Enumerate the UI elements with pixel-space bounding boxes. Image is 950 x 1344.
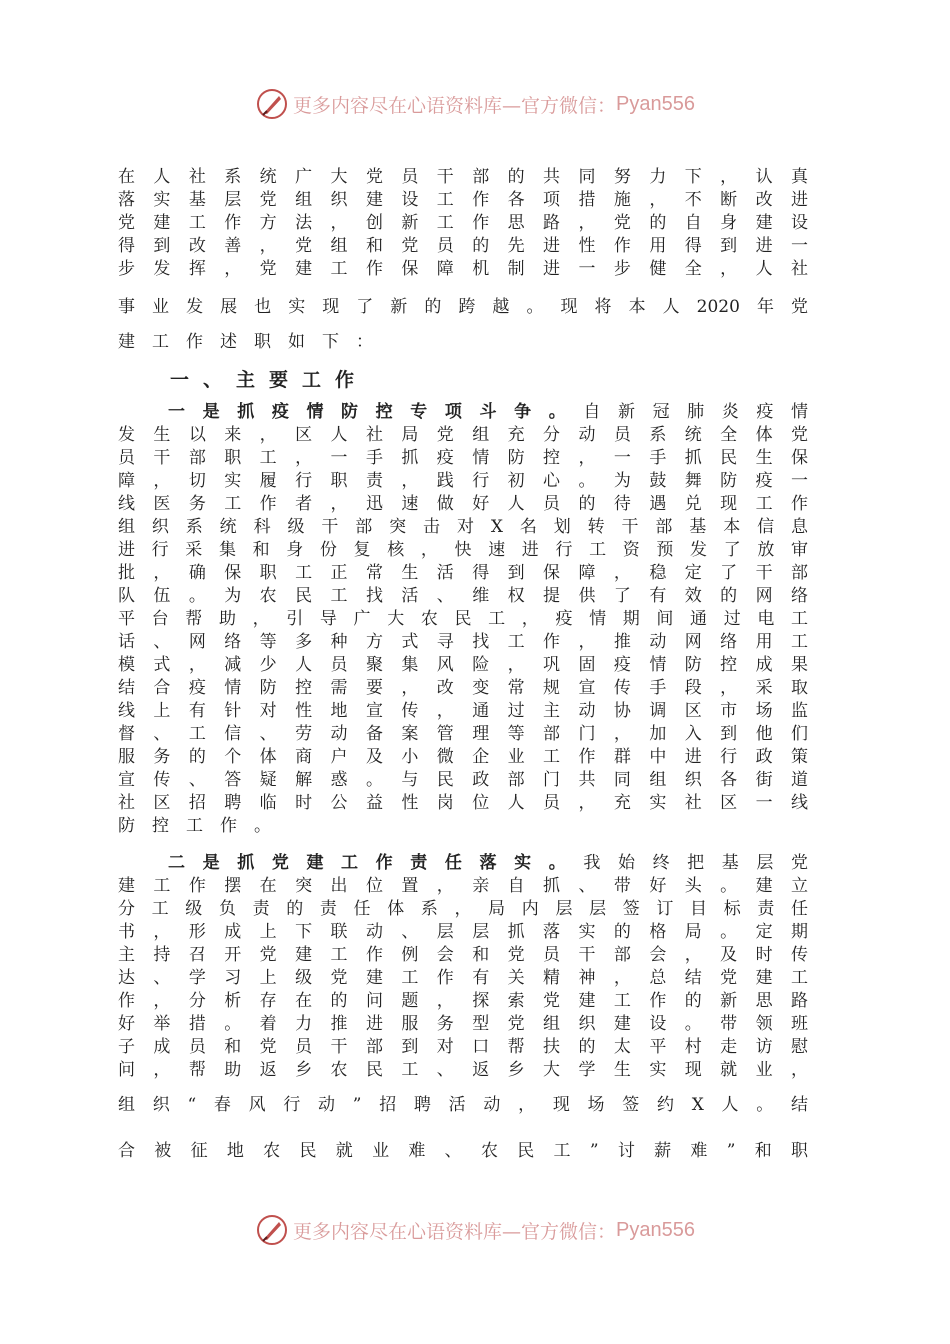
text-line: 在人社系统广大党员干部的共同努力下，认真 (118, 167, 808, 187)
text-line: 合被征地农民就业难、农民工”讨薪难”和职 (118, 1141, 808, 1161)
text-line: 子成员和党员干部到对口帮扶的太平村走访慰 (118, 1037, 808, 1057)
text-line: 结合疫情防控需要，改变常规宣传手段，采取 (118, 678, 808, 698)
paragraph-lead: 二是抓党建工作责任落实。 (168, 853, 584, 873)
text-line: 建工作述职如下： (118, 332, 390, 352)
quill-logo-icon (255, 87, 289, 121)
watermark-wechat-id: Pyan556 (616, 1218, 695, 1241)
paragraph-lead: 一是抓疫情防控专项斗争。 (168, 402, 584, 422)
text-line: 步发挥，党建工作保障机制进一步健全，人社 (118, 259, 808, 279)
text-line: 批，确保职工正常生活得到保障，稳定了干部 (118, 563, 808, 583)
text-line: 防控工作。 (118, 816, 288, 836)
text-line: 队伍。为农民工找活、维权提供了有效的网络 (118, 586, 808, 606)
watermark-wechat-id: Pyan556 (616, 92, 695, 115)
footer-watermark-banner (0, 1208, 950, 1252)
text-line: 落实基层党组织建设工作各项措施，不断改进 (118, 190, 808, 210)
header-watermark-banner (0, 82, 950, 126)
text-line: 好举措。着力推进服务型党组织建设。带领班 (118, 1014, 808, 1034)
text-line: 线上有针对性地宣传，通过主动协调区市场监 (118, 701, 808, 721)
text-line: 进行采集和身份复核，快速进行工资预发了放审 (118, 540, 808, 560)
text-line: 党建工作方法，创新工作思路，党的自身建设 (118, 213, 808, 233)
text-line: 得到改善，党组和党员的先进性作用得到进一 (118, 236, 808, 256)
text-line: 问，帮助返乡农民工、返乡大学生实现就业， (118, 1060, 808, 1080)
text-line: 主持召开党建工作例会和党员干部会，及时传 (118, 945, 808, 965)
text-line: 社区招聘临时公益性岗位人员，充实社区一线 (118, 793, 808, 813)
text-line: 作，分析存在的问题，探索党建工作的新思路 (118, 991, 808, 1011)
text-line: 分工级负责的责任体系，局内层层签订目标责任 (118, 899, 808, 919)
text-line: 线医务工作者，迅速做好人员的待遇兑现工作 (118, 494, 808, 514)
watermark-text: 更多内容尽在心语资料库—官方微信： (293, 1220, 617, 1243)
watermark-text: 更多内容尽在心语资料库—官方微信： (293, 94, 617, 117)
paragraph-lead-line (168, 852, 808, 875)
text-line: 组织系统科级干部突击对X名划转干部基本信息 (118, 517, 808, 537)
text-line: 建工作摆在突出位置，亲自抓、带好头。建立 (118, 876, 808, 896)
paragraph-lead-line (168, 401, 808, 424)
text-line: 服务的个体商户及小微企业工作群中进行政策 (118, 747, 808, 767)
quill-logo-icon (255, 1213, 289, 1247)
text-line: 话、网络等多种方式寻找工作，推动网络用工 (118, 632, 808, 652)
text-line: 平台帮助，引导广大农民工，疫情期间通过电工 (118, 609, 808, 629)
text-line: 障，切实履行职责，践行初心。为鼓舞防疫一 (118, 471, 808, 491)
text-line: 督、工信、劳动备案管理等部门，加入到他们 (118, 724, 808, 744)
paragraph-lead-rest: 我始终把基层党 (583, 853, 808, 873)
text-line: 达、学习上级党建工作有关精神，总结党建工 (118, 968, 808, 988)
text-line: 事业发展也实现了新的跨越。现将本人2020年党 (118, 297, 808, 317)
text-line: 发生以来，区人社局党组充分动员系统全体党 (118, 425, 808, 445)
text-line: 组织“春风行动”招聘活动，现场签约X人。结 (118, 1095, 808, 1115)
text-line: 书，形成上下联动、层层抓落实的格局。定期 (118, 922, 808, 942)
section-heading: 一、主要工作 (170, 369, 369, 391)
text-line: 宣传、答疑解惑。与民政部门共同组织各街道 (118, 770, 808, 790)
text-line: 模式，减少人员聚集风险，巩固疫情防控成果 (118, 655, 808, 675)
paragraph-lead-rest: 自新冠肺炎疫情 (583, 402, 808, 422)
text-line: 员干部职工，一手抓疫情防控，一手抓民生保 (118, 448, 808, 468)
